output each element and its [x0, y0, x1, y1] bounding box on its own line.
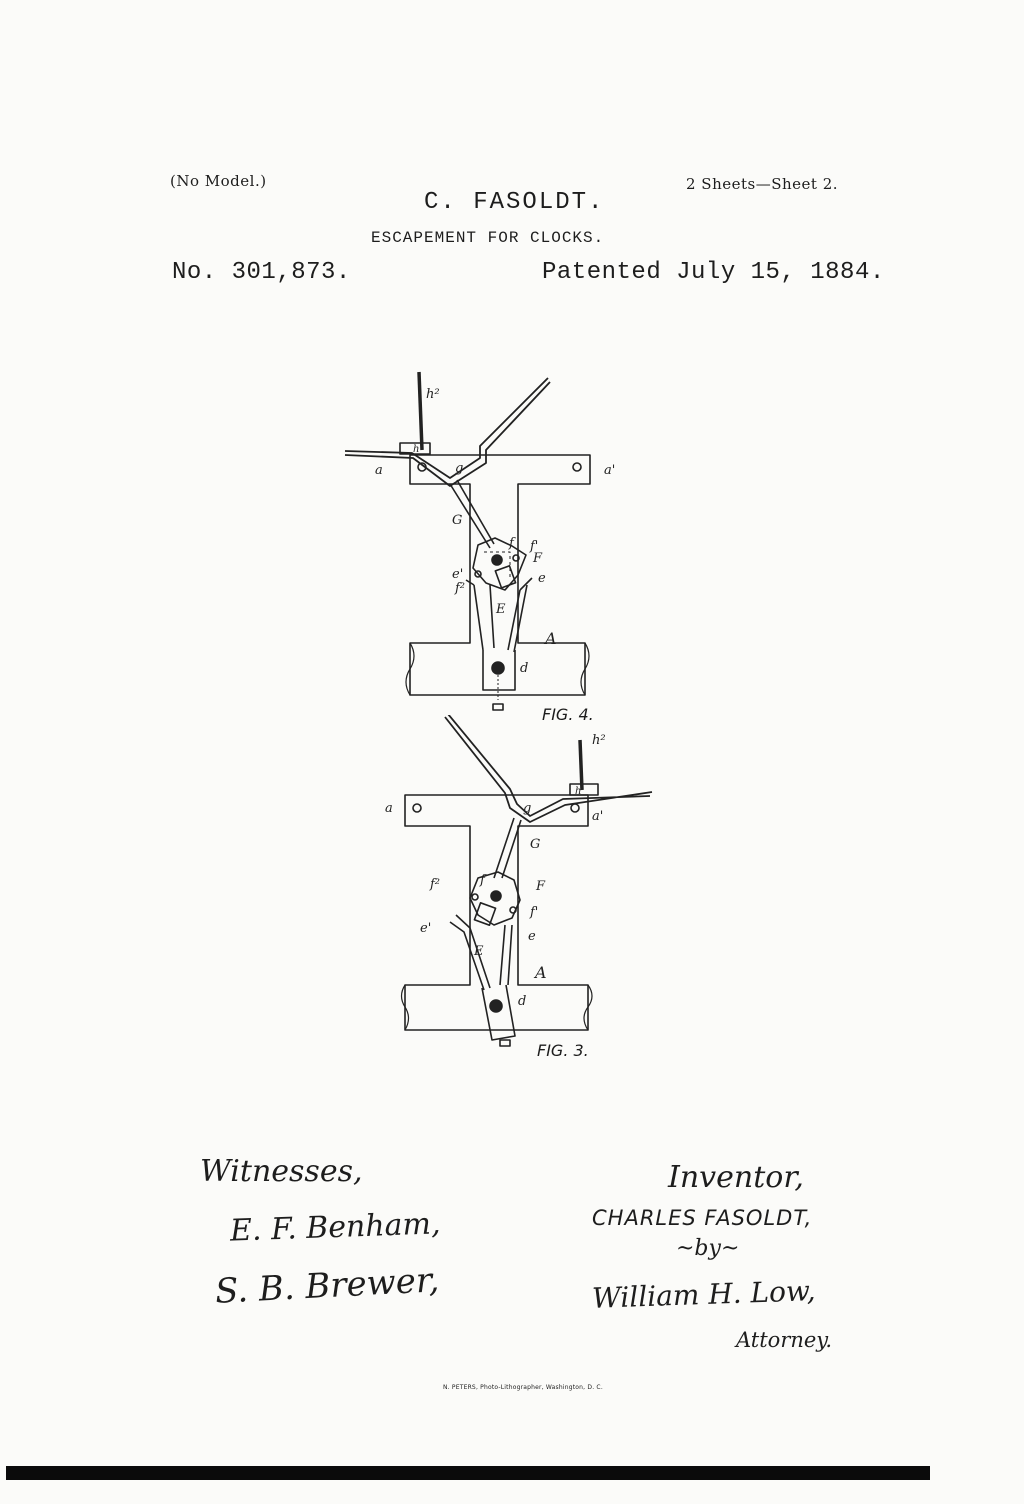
- fig3-label-A: A: [535, 963, 547, 982]
- fig3-label-E: E: [474, 944, 484, 959]
- witnesses-heading: Witnesses,: [200, 1154, 363, 1189]
- fig4-label-e: e: [538, 571, 546, 586]
- fig3-label-a-prime: a': [592, 809, 604, 824]
- fig4-label-g: g: [455, 461, 464, 476]
- model-note: (No Model.): [170, 172, 267, 190]
- by-line: ~by~: [676, 1236, 740, 1261]
- fig3-label-f-prime: f': [530, 905, 539, 920]
- figure-4-caption: FIG. 4.: [542, 705, 594, 724]
- fig3-label-e: e: [528, 929, 536, 944]
- patent-date: Patented July 15, 1884.: [542, 259, 885, 286]
- inventor-name: C. FASOLDT.: [424, 189, 605, 216]
- figure-4-drawing: [330, 365, 630, 725]
- fig4-label-h: h: [413, 444, 420, 455]
- fig4-label-a: a: [375, 463, 383, 478]
- fig4-label-a-prime: a': [604, 463, 616, 478]
- fig3-label-f2: f²: [430, 877, 441, 892]
- attorney-label: Attorney.: [736, 1328, 833, 1352]
- fig3-label-h: h: [575, 786, 582, 797]
- page-bottom-edge: [6, 1466, 930, 1480]
- fig4-label-d: d: [520, 661, 529, 676]
- sheet-number: 2 Sheets—Sheet 2.: [686, 175, 839, 193]
- fig4-label-h2: h²: [426, 387, 440, 402]
- fig3-label-a: a: [385, 801, 393, 816]
- fig3-label-F: F: [536, 879, 546, 894]
- patent-number: No. 301,873.: [172, 259, 351, 286]
- fig3-label-h2: h²: [592, 733, 606, 748]
- fig4-label-f: f: [509, 536, 514, 551]
- fig4-label-G: G: [452, 513, 463, 528]
- fig4-plate: [410, 455, 590, 695]
- fig3-label-g: g: [523, 801, 532, 816]
- fig4-label-f2: f²: [455, 581, 466, 596]
- fig4-label-E: E: [496, 602, 506, 617]
- fig3-label-G: G: [530, 837, 541, 852]
- fig4-label-F: F: [533, 551, 543, 566]
- fig3-plate: [405, 795, 588, 1030]
- fig3-label-f: f: [480, 873, 485, 888]
- fig3-label-e-prime: e': [420, 921, 432, 936]
- inventor-full-name: CHARLES FASOLDT,: [592, 1206, 813, 1230]
- fig4-label-A: A: [545, 629, 557, 648]
- lithographer-imprint: N. PETERS, Photo-Lithographer, Washington, D. C.: [443, 1384, 603, 1391]
- fig4-label-e-prime: e': [452, 567, 464, 582]
- witness-2-signature: S. B. Brewer,: [214, 1260, 441, 1312]
- patent-title: ESCAPEMENT FOR CLOCKS.: [371, 229, 605, 247]
- fig4-label-f-prime: f': [530, 539, 539, 554]
- fig3-label-d: d: [518, 994, 527, 1009]
- witness-1-signature: E. F. Benham,: [229, 1206, 442, 1249]
- inventor-heading: Inventor,: [668, 1160, 804, 1195]
- fig3-arm: [445, 715, 652, 822]
- figure-3-caption: FIG. 3.: [537, 1041, 589, 1060]
- attorney-signature: William H. Low,: [591, 1274, 816, 1315]
- figure-3-drawing: [370, 715, 670, 1060]
